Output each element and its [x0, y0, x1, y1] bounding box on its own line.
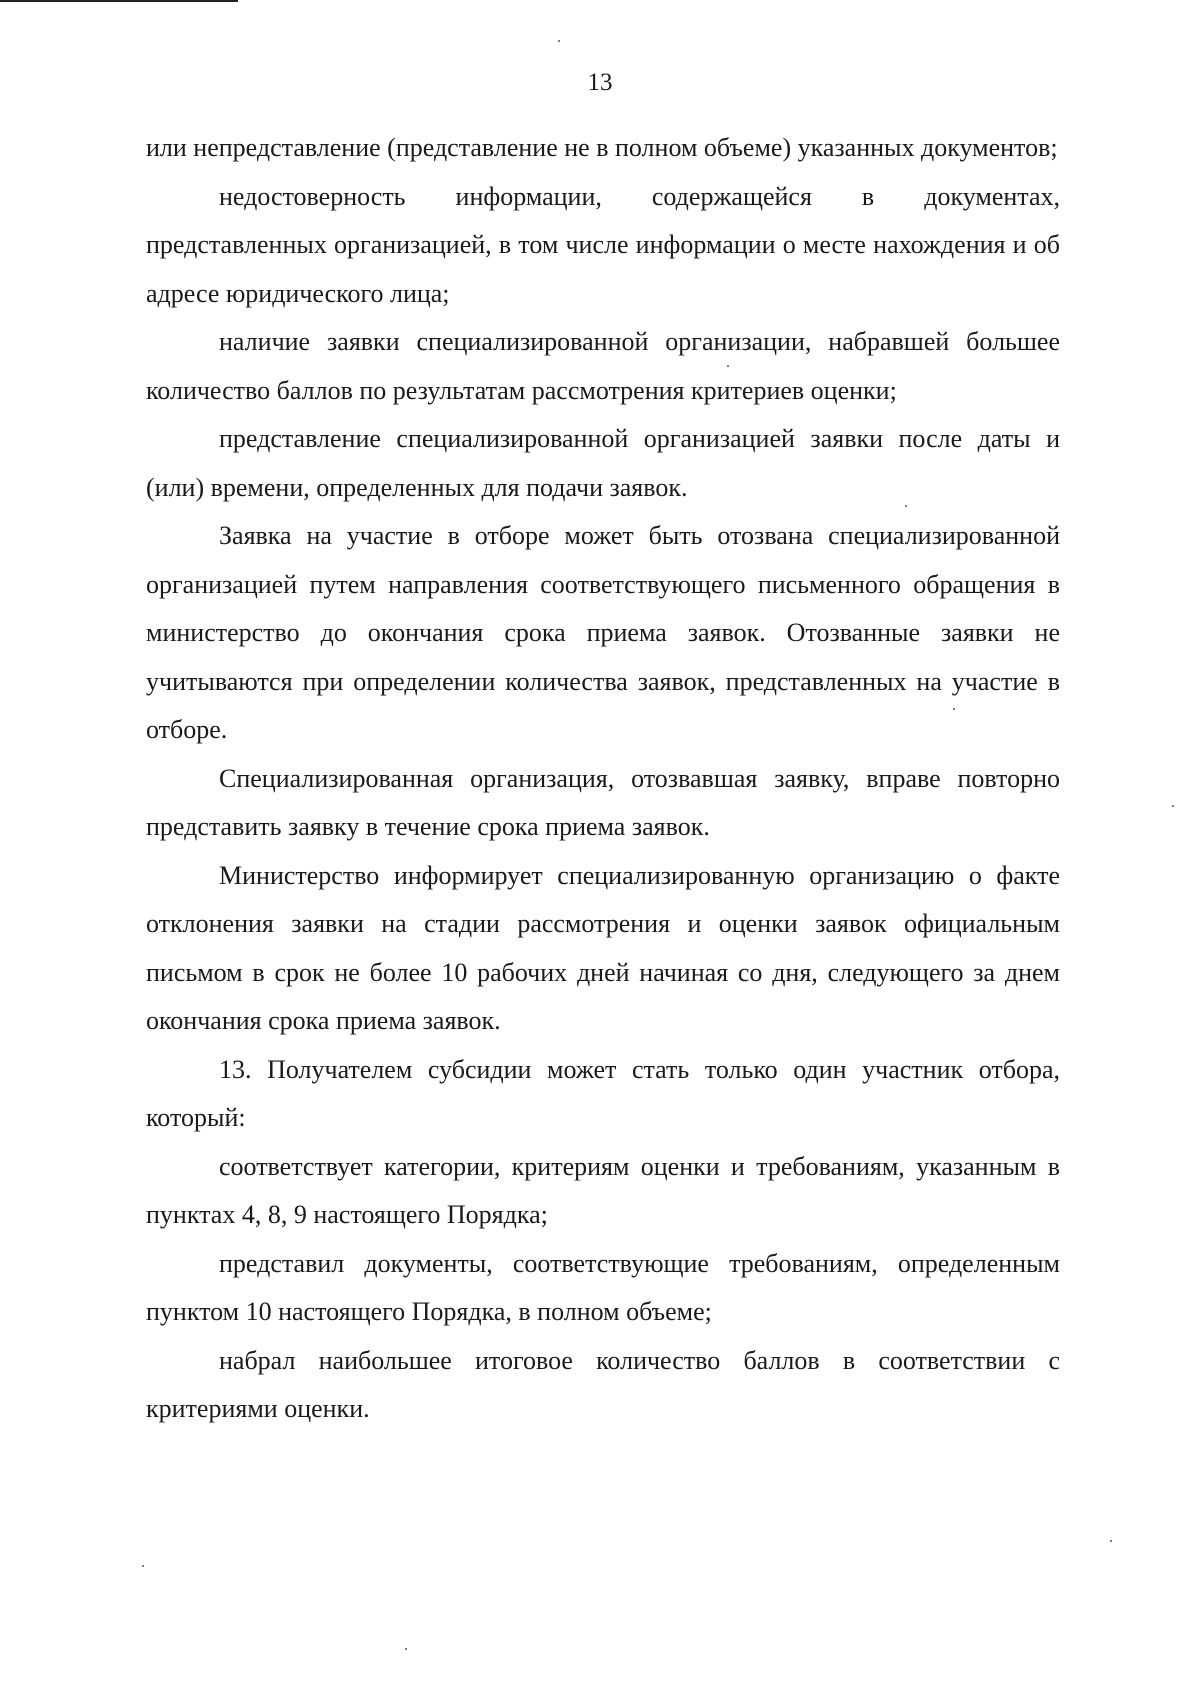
section-13-paragraph: 13. Получателем субсидии может стать только один участник отбора, который:: [146, 1054, 1060, 1132]
paragraph-continuation: или непредставление (представление не в полном объеме) указанных документов;: [146, 133, 1058, 162]
paragraph-item: представил документы, соответствующие требованиям, определенным пунктом 10 настоящего Порядка, в полном объеме;: [146, 1248, 1060, 1326]
scan-speck: [953, 708, 955, 710]
paragraph-item: набрал наибольшее итоговое количество баллов в соответствии с критериями оценки.: [146, 1345, 1060, 1423]
scan-speck: [405, 1648, 407, 1650]
paragraph-item: представление специализированной организацией заявки после даты и (или) времени, определенных для подачи заявок.: [146, 424, 1060, 502]
scan-speck: [727, 365, 729, 367]
paragraph-item: наличие заявки специализированной организации, набравшей большее количество баллов по результатам рассмотрения критериев оценки;: [146, 327, 1060, 405]
document-body: [146, 124, 1060, 1434]
paragraph-item: соответствует категории, критериям оценки и требованиям, указанным в пунктах 4, 8, 9 настоящего Порядка;: [146, 1151, 1060, 1229]
paragraph-item: недостоверность информации, содержащейся в документах, представленных организацией, в том числе информации о месте нахождения и об адресе юридического лица;: [146, 181, 1060, 308]
paragraph: Специализированная организация, отозвавшая заявку, вправе повторно представить заявку в течение срока приема заявок.: [146, 763, 1060, 841]
scan-speck: [1172, 805, 1174, 807]
scan-speck: [558, 40, 560, 42]
scan-speck: [1110, 1540, 1112, 1542]
scan-speck: [905, 505, 907, 507]
paragraph: Заявка на участие в отборе может быть отозвана специализированной организацией путем направления соответствующего письменного обращения в министерство до окончания срока приема заявок. Отозванные заявки не учитываются при определении количества заявок, представленных на участие в отборе.: [146, 521, 1060, 744]
scan-edge-mark: [0, 0, 238, 2]
scan-speck: [142, 1565, 144, 1567]
paragraph: Министерство информирует специализированную организацию о факте отклонения заявки на стадии рассмотрения и оценки заявок официальным письмом в срок не более 10 рабочих дней начиная со дня, следующего за днем окончания срока приема заявок.: [146, 860, 1060, 1035]
page-number: 13: [587, 69, 613, 96]
